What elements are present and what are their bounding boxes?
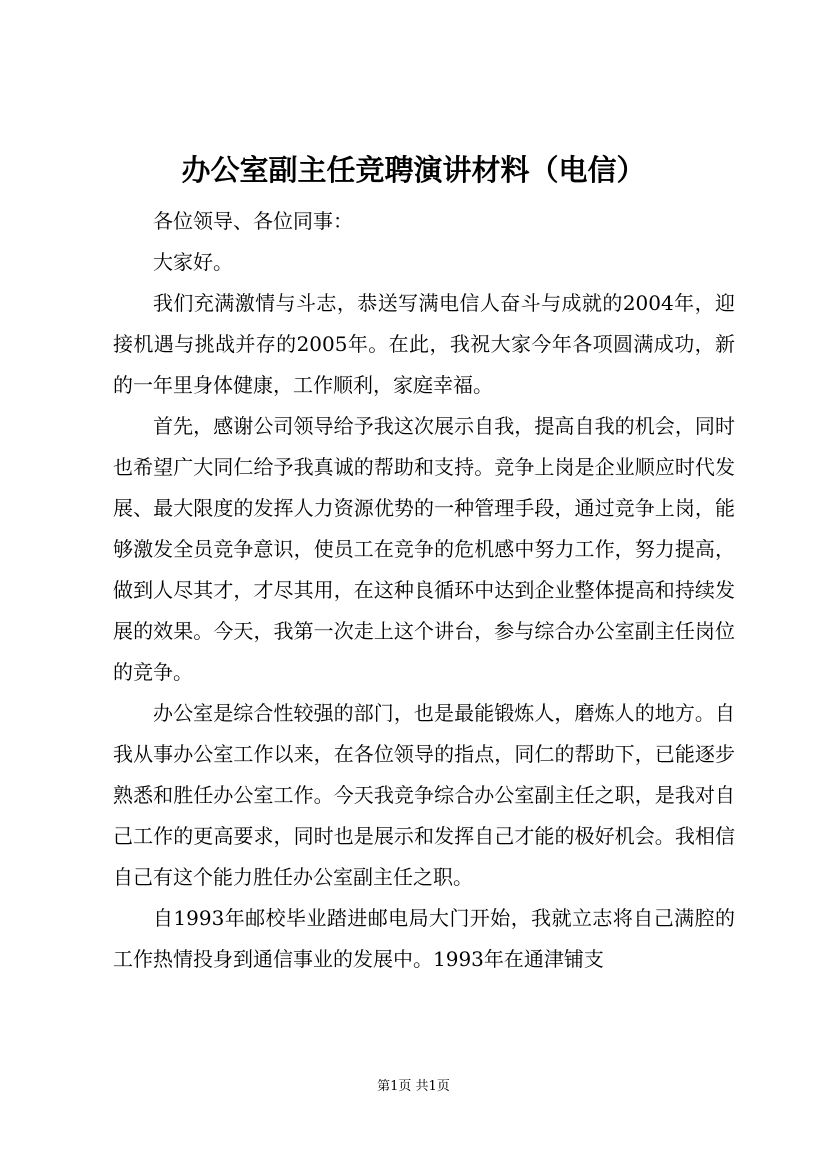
paragraph-new-year: 我们充满激情与斗志，恭送写满电信人奋斗与成就的2004年，迎接机遇与挑战并存的2005年。在此，我祝大家今年各项圆满成功，新的一年里身体健康，工作顺利，家庭幸福。 — [113, 291, 735, 397]
paragraph-greeting: 大家好。 — [153, 250, 233, 274]
page-footer: 第1页 共1页 — [377, 1079, 450, 1094]
paragraph-office: 办公室是综合性较强的部门，也是最能锻炼人，磨炼人的地方。自我从事办公室工作以来，在各位领导的指点，同仁的帮助下，已能逐步熟悉和胜任办公室工作。今天我竞争综合办公室副主任之职，是我对自己工作的更高要求，同时也是展示和发挥自己才能的极好机会。我相信自己有这个能力胜任办公室副主任之职。 — [113, 701, 735, 889]
paragraph-career: 自1993年邮校毕业踏进邮电局大门开始，我就立志将自己满腔的工作热情投身到通信事业的发展中。1993年在通津铺支 — [113, 906, 735, 971]
paragraph-salutation: 各位领导、各位同事： — [153, 209, 353, 233]
document-body — [113, 201, 735, 980]
document-title: 办公室副主任竞聘演讲材料（电信） — [181, 153, 646, 187]
paragraph-thanks: 首先，感谢公司领导给予我这次展示自我，提高自我的机会，同时也希望广大同仁给予我真诚的帮助和支持。竞争上岗是企业顺应时代发展、最大限度的发挥人力资源优势的一种管理手段，通过竞争上岗，能够激发全员竞争意识，使员工在竞争的危机感中努力工作，努力提高，做到人尽其才，才尽其用，在这种良循环中达到企业整体提高和持续发展的效果。今天，我第一次走上这个讲台，参与综合办公室副主任岗位的竞争。 — [113, 414, 735, 684]
